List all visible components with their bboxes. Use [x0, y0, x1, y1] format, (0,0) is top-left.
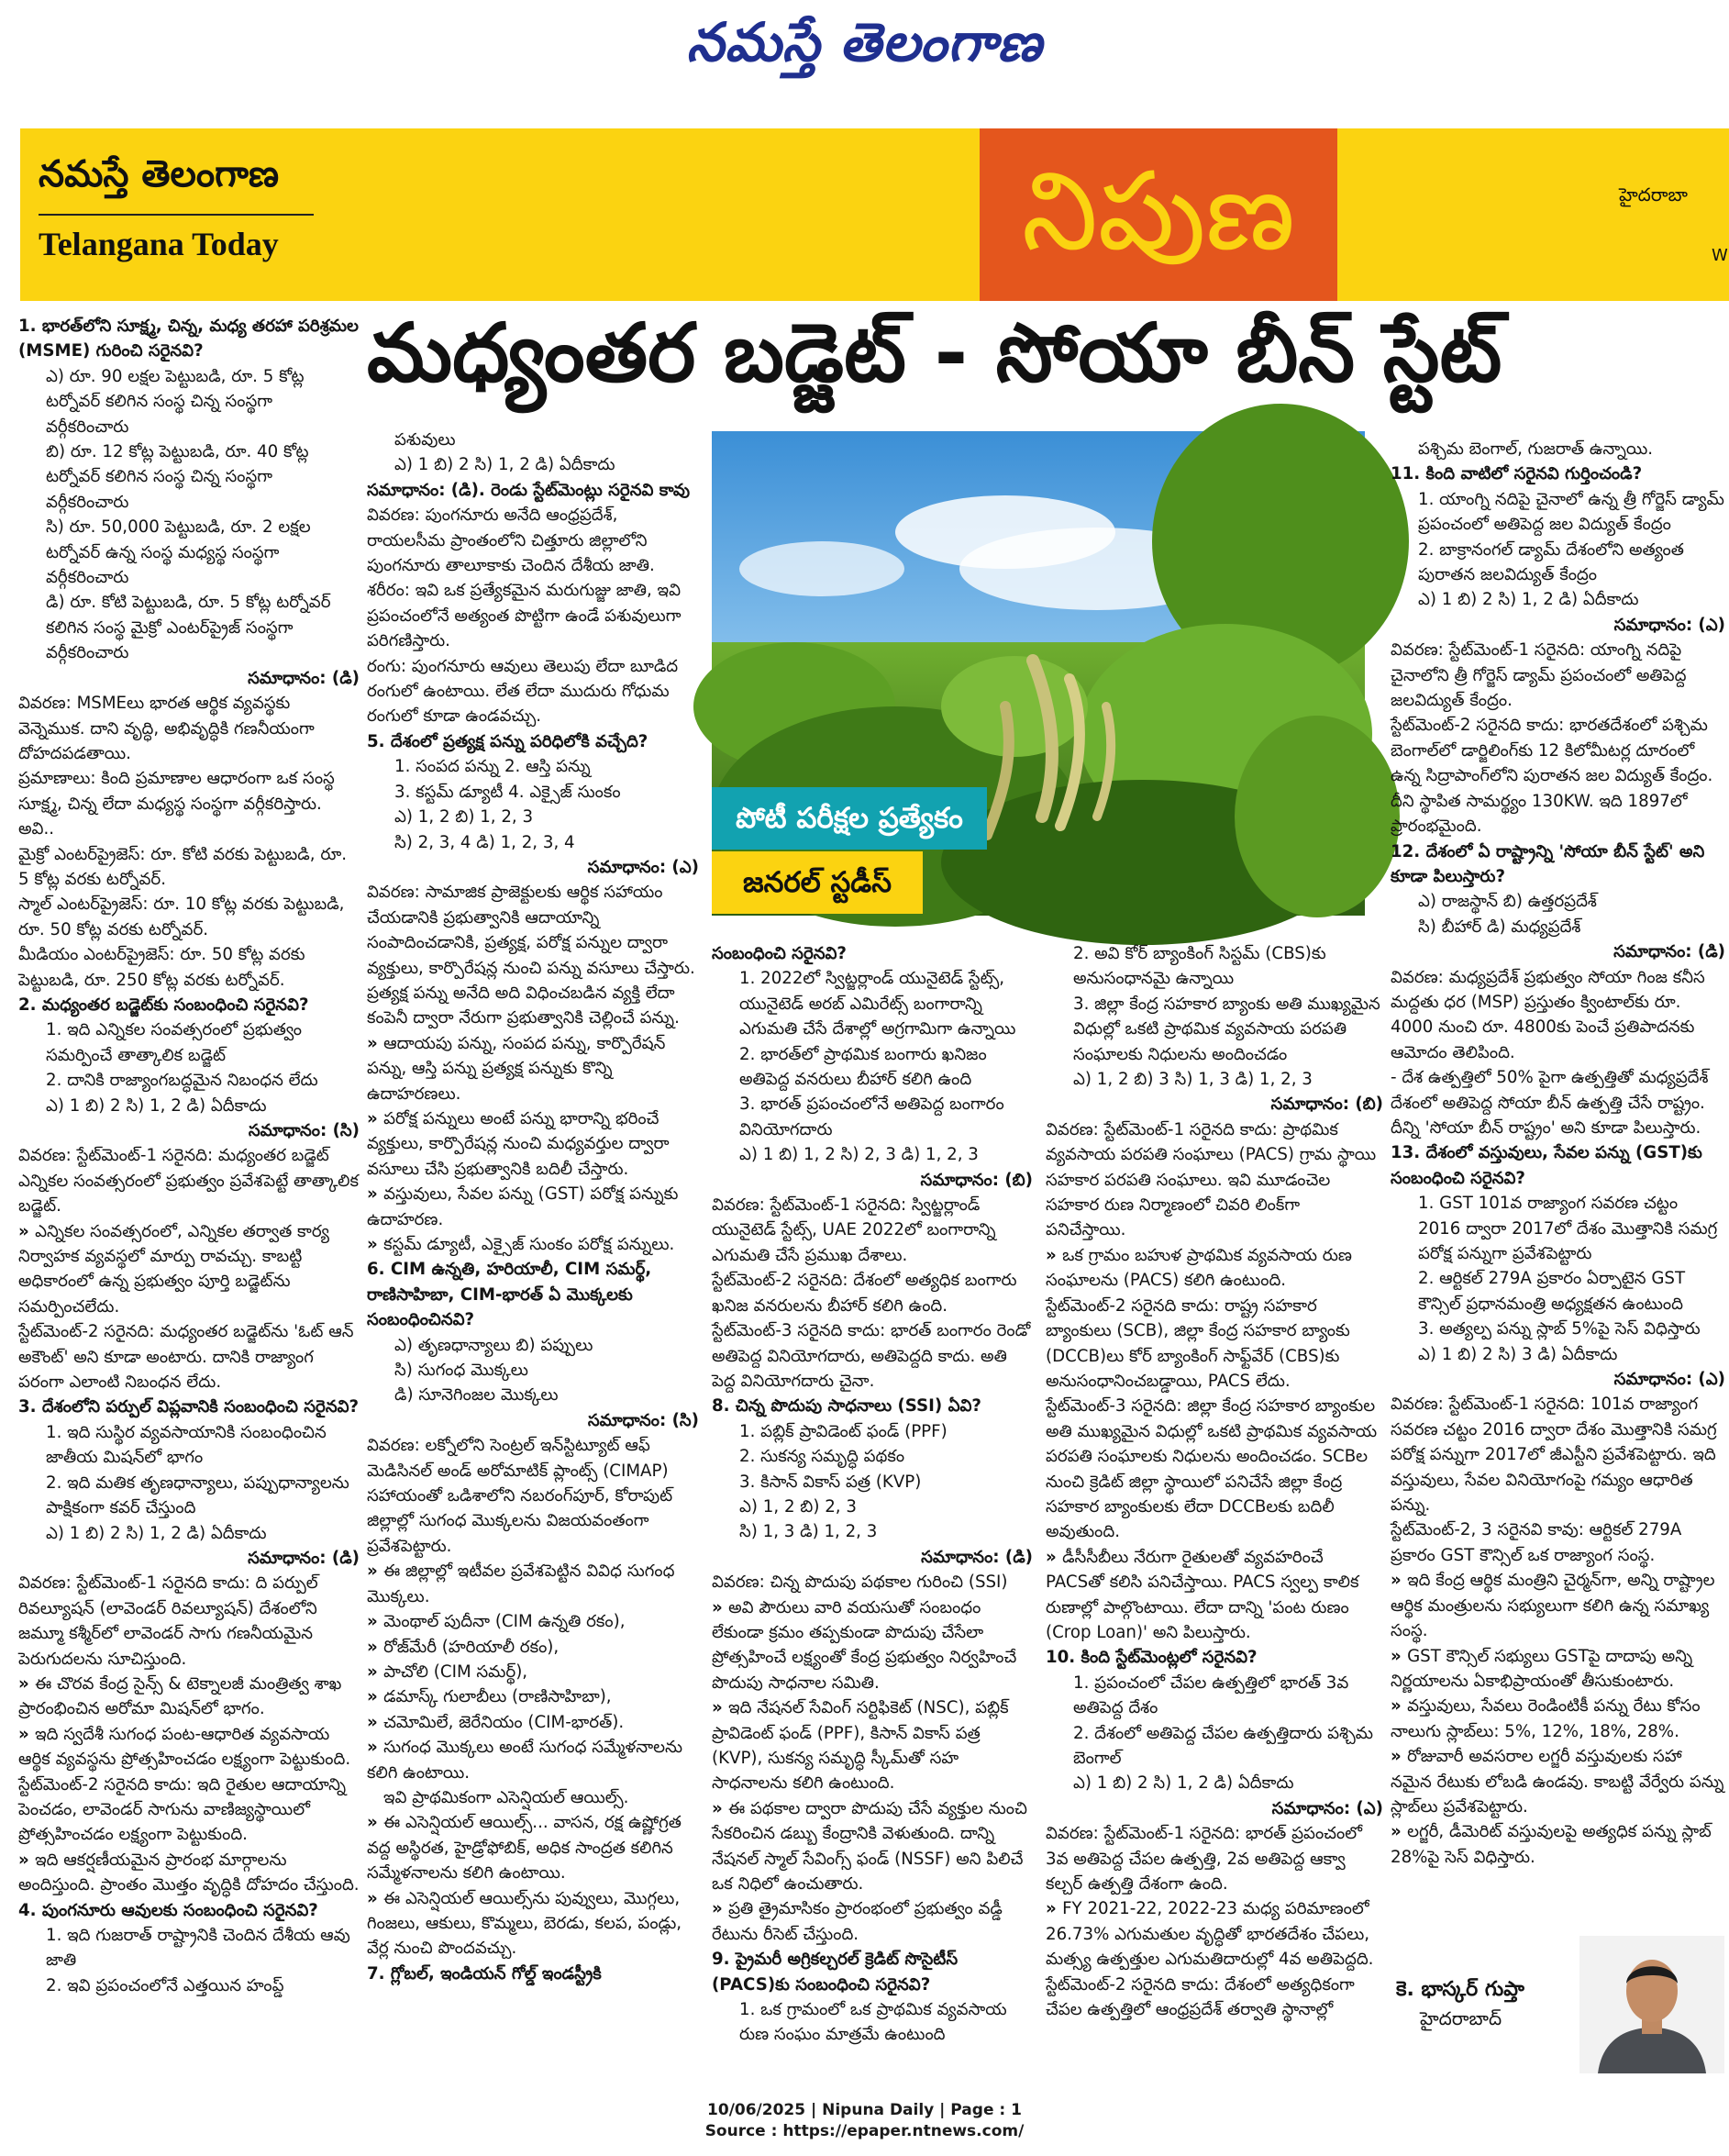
author-city: హైదరాబాద్	[1420, 2007, 1502, 2029]
masthead-title: నమస్తే తెలంగాణ	[686, 11, 1043, 73]
answer: సమాధానం: (డి)	[248, 1548, 360, 1568]
question-1: 1. భారత్‌లోని సూక్ష్మ, చిన్న, మధ్య తరహా పరిశ్రమల (MSME) గురించి సరైనవి?	[18, 317, 359, 361]
explanation: స్టేట్‌మెంట్-3 సరైనది: జిల్లా కేంద్ర సహకార బ్యాంకుల అతి ముఖ్యమైన విధుల్లో ఒకటి ప్రాథమిక వ్యవసాయ పరపతి సంఘాలకు నిధులను అందించడం. SCBల నుంచి క్రెడిట్ జిల్లా స్థాయిలో పనిచేసే జిల్లా కేంద్ర సహకార బ్యాంకులకు లేదా DCCBలకు బదిలీ అవుతుంది.	[1046, 1396, 1378, 1542]
options: ఎ) 1 బి) 2 సి) 1, 2 డి) ఏదీకాదు	[46, 1523, 267, 1543]
explanation: వివరణ: స్టేట్‌మెంట్-1 సరైనది: 101వ రాజ్యాంగ సవరణ చట్టం 2016 ద్వారా దేశం మొత్తానికి సమగ్ర పరోక్ష పన్నుగా 2017లో జీఎస్టీని ప్రవేశపెట్టారు. ఇది వస్తువులు, సేవల వినియోగంపై గమ్యం ఆధారిత పన్ను.	[1391, 1395, 1717, 1516]
option-b: బి) రూ. 12 కోట్ల పెట్టుబడి, రూ. 40 కోట్ల టర్నోవర్ కలిగిన సంస్థ చిన్న సంస్థగా వర్గీకరించారు	[46, 442, 309, 512]
answer: సమాధానం: (డి)	[921, 1547, 1033, 1567]
answer: సమాధానం: (డి)	[248, 668, 360, 688]
question-5: 5. దేశంలో ప్రత్యక్ష పన్ను పరిధిలోకి వచ్చేది?	[367, 731, 648, 751]
statement: 2. దేశంలో అతిపెద్ద చేపల ఉత్పత్తిదారు పశ్చిమ బెంగాల్	[1073, 1723, 1373, 1768]
explanation: ప్రమాణాలు: కింది ప్రమాణాల ఆధారంగా ఒక సంస్థ సూక్ష్మ, చిన్న లేదా మధ్యస్థ సంస్థగా వర్గీకరిస్తారు. అవి..	[18, 769, 335, 839]
option-c: సి) రూ. 50,000 పెట్టుబడి, రూ. 2 లక్షల టర్నోవర్ ఉన్న సంస్థ మధ్యస్థ సంస్థగా వర్గీకరించారు	[46, 517, 311, 588]
question-2: 2. మధ్యంతర బడ్జెట్‌కు సంబంధించి సరైనవి?	[18, 995, 309, 1015]
statement: 1. సంపద పన్ను 2. ఆస్తి పన్ను	[394, 757, 591, 777]
bullet-point: » ఇది నేషనల్ సేవింగ్ సర్టిఫికెట్ (NSC), పబ్లిక్ ప్రావిడెంట్ ఫండ్ (PPF), కిసాన్ వికాస్ పత్ర (KVP), సుకన్య సమృద్ధి స్కీమ్‌తో సహ సాధనాలను కలిగి ఉంటుంది.	[712, 1695, 1033, 1796]
options: ఎ) 1, 2 బి) 3 సి) 1, 3 డి) 1, 2, 3	[1073, 1070, 1313, 1090]
explanation: వివరణ: పుంగనూరు అనేది ఆంధ్రప్రదేశ్, రాయలసీమ ప్రాంతంలోని చిత్తూరు జిల్లాలోని పుంగనూరు తాలూకాకు చెందిన దేశీయ జాతి.	[367, 506, 655, 576]
explanation: స్టేట్‌మెంట్-2 సరైనది: మధ్యంతర బడ్జెట్‌ను 'ఓట్ ఆన్ అకౌంట్' అని కూడా అంటారు. దానికి రాజ్యాంగ పరంగా ఎలాంటి నిబంధన లేదు.	[18, 1322, 354, 1393]
explanation: పశ్చిమ బెంగాల్, గుజరాత్ ఉన్నాయి.	[1418, 439, 1654, 459]
options: ఎ) 1 బి) 2 సి) 3 డి) ఏదీకాదు	[1418, 1344, 1618, 1364]
answer: సమాధానం: (డి). రెండు స్టేట్‌మెంట్లు సరైనవి కావు	[367, 480, 691, 500]
explanation: శరీరం: ఇవి ఒక ప్రత్యేకమైన మరుగుజ్జు జాతి, ఇవి ప్రపంచంలోనే అత్యంత పొట్టిగా ఉండే పశువులుగా పరిగణిస్తారు.	[367, 581, 682, 651]
question-9: 9. ప్రైమరీ అగ్రికల్చరల్ క్రెడిట్ సొసైటీస్ (PACS)కు సంబంధించి సరైనవి?	[712, 1950, 959, 1995]
question-4: 4. పుంగనూరు ఆవులకు సంబంధించి సరైనవి?	[18, 1900, 318, 1920]
explanation: వివరణ: స్టేట్‌మెంట్-1 సరైనది: మధ్యంతర బడ్జెట్ ఎన్నికల సంవత్సరంలో ప్రభుత్వం ప్రవేశపెట్టే తాత్కాలిక బడ్జెట్.	[18, 1146, 359, 1217]
bullet-point: » కస్టమ్ డ్యూటీ, ఎక్సైజ్ సుంకం పరోక్ష పన్నులు.	[367, 1232, 699, 1257]
bullet-point: » వస్తువులు, సేవలు రెండింటికీ పన్ను రేటు కోసం నాలుగు స్లాబ్‌లు: 5%, 12%, 18%, 28%.	[1391, 1694, 1725, 1744]
explanation: వివరణ: లక్నోలోని సెంట్రల్ ఇన్‌స్టిట్యూట్ ఆఫ్ మెడిసినల్ అండ్ అరోమాటిక్ ప్లాంట్స్ (CIMAP) సహాయంతో ఒడిశాలోని నబరంగ్‌పూర్, కోరాపుట్ జిల్లాల్లో సుగంధ మొక్కలను విజయవంతంగా ప్రవేశపెట్టారు.	[367, 1436, 673, 1556]
option-a: ఎ) రూ. 90 లక్షల పెట్టుబడి, రూ. 5 కోట్ల టర్నోవర్ కలిగిన సంస్థ చిన్న సంస్థగా వర్గీకరించారు	[46, 366, 305, 437]
bullet-point: » రోజువారీ అవసరాల లగ్జరీ వస్తువులకు సహా నమైన రేటుకు లోబడి ఉండవు. కాబట్టి వేర్వేరు పన్ను స్లాబ్‌లు ప్రవేశపెట్టారు.	[1391, 1744, 1725, 1819]
bullet-point: » ఎన్నికల సంవత్సరంలో, ఎన్నికల తర్వాత కార్య నిర్వాహక వ్యవస్థలో మార్పు రావచ్చు. కాబట్టి అధికారంలో ఉన్న ప్రభుత్వం పూర్తి బడ్జెట్‌ను సమర్పించలేదు.	[18, 1219, 360, 1320]
explanation: స్టేట్‌మెంట్-3 సరైనది కాదు: భారత్ బంగారం రెండో అతిపెద్ద వినియోగదారు, అతిపెద్దది కాదు. అతి పెద్ద వినియోగదారు చైనా.	[712, 1321, 1031, 1391]
bullet-point: » లగ్జరీ, డీమెరిట్ వస్తువులపై అత్యధిక పన్ను స్లాబ్ 28%పై సెస్ విధిస్తారు.	[1391, 1819, 1725, 1870]
answer: సమాధానం: (ఎ)	[587, 857, 699, 877]
bullet-point: » ఇది స్వదేశీ సుగంధ పంట-ఆధారిత వ్యవసాయ ఆర్థిక వ్యవస్థను ప్రోత్సహించడం లక్ష్యంగా పెట్టుకుంది.	[18, 1722, 360, 1773]
options: ఎ) 1, 2 బి) 1, 2, 3	[394, 807, 534, 828]
banner-corner-letter: W	[1712, 246, 1728, 265]
explanation: వివరణ: స్టేట్‌మెంట్-1 సరైనది కాదు: ది పర్పుల్ రివల్యూషన్ (లావెండర్ రివల్యూషన్) దేశంలోని జమ్మూ కశ్మీర్‌లో లావెండర్ సాగు గణనీయమైన పెరుగుదలను సూచిస్తుంది.	[18, 1573, 318, 1669]
explanation: వివరణ: మధ్యప్రదేశ్ ప్రభుత్వం సోయా గింజ కనీస మద్దతు ధర (MSP) ప్రస్తుతం క్వింటాల్‌కు రూ. 4000 నుంచి రూ. 4800కు పెంచే ప్రతిపాదనకు ఆమోదం తెలిపింది.	[1391, 967, 1705, 1062]
explanation: మీడియం ఎంటర్‌ప్రైజెస్: రూ. 50 కోట్ల వరకు పెట్టుబడి, రూ. 250 కోట్ల వరకు టర్నోవర్.	[18, 945, 305, 990]
bullet-point: » ప్రతి త్రైమాసికం ప్రారంభంలో ప్రభుత్వం వడ్డీ రేటును రీసెట్ చేస్తుంది.	[712, 1896, 1033, 1947]
bullet-point: » పరోక్ష పన్నులు అంటే పన్ను భారాన్ని భరించే వ్యక్తులు, కార్పొరేషన్ల నుంచి మధ్యవర్తుల ద్వారా వసూలు చేసి ప్రభుత్వానికి బదిలీ చేస్తారు.	[367, 1106, 699, 1182]
page-footer-info: 10/06/2025 | Nipuna Daily | Page : 1	[707, 2101, 1022, 2119]
explanation: స్టేట్‌మెంట్-2, 3 సరైనవి కావు: ఆర్టికల్ 279A ప్రకారం GST కౌన్సిల్ ఒక రాజ్యాంగ సంస్థ.	[1391, 1520, 1682, 1565]
explanation: స్టేట్‌మెంట్-2 సరైనది కాదు: రాష్ట్ర సహకార బ్యాంకులు (SCB), జిల్లా కేంద్ర సహకార బ్యాంకు (DCCB)లు కోర్ బ్యాంకింగ్ సాఫ్ట్‌వేర్ (CBS)కు అనుసంధానించబడ్డాయి, PACS లేదు.	[1046, 1295, 1350, 1391]
statement: 2. దానికి రాజ్యాంగబద్ధమైన నిబంధన లేదు	[46, 1071, 318, 1091]
answer: సమాధానం: (ఎ)	[1271, 1798, 1383, 1818]
namaste-telangana-logo: నమస్తే తెలంగాణ	[39, 152, 280, 195]
statement: 1. ప్రపంచంలో చేపల ఉత్పత్తిలో భారత్ 3వ అతిపెద్ద దేశం	[1073, 1673, 1349, 1718]
explanation: స్టేట్‌మెంట్-2 సరైనది కాదు: ఇది రైతుల ఆదాయాన్ని పెంచడం, లావెండర్ సాగును వాణిజ్యస్థాయిలో ప్రోత్సహించడం లక్ష్యంగా పెట్టుకుంది.	[18, 1774, 347, 1845]
explanation: వివరణ: సామాజిక ప్రాజెక్టులకు ఆర్థిక సహాయం చేయడానికి ప్రభుత్వానికి ఆదాయాన్ని సంపాదించడానికి, ప్రత్యక్ష, పరోక్ష పన్నుల ద్వారా వ్యక్తులు, కార్పొరేషన్ల నుంచి పన్ను వసూలు చేస్తారు. ప్రత్యక్ష పన్ను అనేది అది విధించబడిన వ్యక్తి లేదా కంపెనీ ద్వారా నేరుగా ప్రభుత్వానికి చెల్లించే పన్ను.	[367, 883, 695, 1028]
explanation: వివరణ: స్టేట్‌మెంట్-1 సరైనది: భారత్ ప్రపంచంలో 3వ అతిపెద్ద చేపల ఉత్పత్తి, 2వ అతిపెద్ద ఆక్వా కల్చర్ ఉత్పత్తి దేశంగా ఉంది.	[1046, 1824, 1362, 1895]
options: ఎ) తృణధాన్యాలు బి) పప్పులు	[394, 1335, 593, 1355]
bullet-point: » డీసీసీబీలు నేరుగా రైతులతో వ్యవహరించే PACSతో కలిసి పనిచేస్తాయి. PACS స్వల్ప కాలిక రుణాల్లో పాల్గొంటాయి. లేదా దాన్ని 'పంట రుణం (Crop Loan)' అని పిలుస్తారు.	[1046, 1545, 1383, 1646]
bullet-point: » ఇది ఆకర్షణీయమైన ప్రారంభ మార్గాలను అందిస్తుంది. ప్రాంతం మొత్తం వృద్ధికి దోహదం చేస్తుంది.	[18, 1848, 360, 1898]
general-studies-tag: జనరల్ స్టడీస్	[712, 851, 923, 914]
statement: 3. కిసాన్ వికాస్ పత్ర (KVP)	[739, 1472, 922, 1492]
options: ఎ) 1, 2 బి) 2, 3	[739, 1496, 857, 1517]
statement: 2. ఇది మతిక తృణధాన్యాలు, పప్పుధాన్యాలను పాక్షికంగా కవర్ చేస్తుంది	[46, 1473, 349, 1518]
statement: 2. సుకన్య సమృద్ధి పథకం	[739, 1447, 905, 1467]
explanation: స్టేట్‌మెంట్-2 సరైనది: దేశంలో అత్యధిక బంగారు ఖనిజ వనరులను బీహార్ కలిగి ఉంది.	[712, 1271, 1017, 1316]
bullet-point: » ఈ చొరవ కేంద్ర సైన్స్ & టెక్నాలజీ మంత్రిత్వ శాఖ ప్రారంభించిన అరోమా మిషన్‌లో భాగం.	[18, 1672, 360, 1722]
answer: సమాధానం: (బి)	[1270, 1095, 1383, 1115]
options: సి) 2, 3, 4 డి) 1, 2, 3, 4	[394, 832, 575, 852]
explanation: మైక్రో ఎంటర్‌ప్రైజెస్: రూ. కోటి వరకు పెట్టుబడి, రూ. 5 కోట్ల వరకు టర్నోవర్.	[18, 844, 348, 889]
explanation: వివరణ: MSMEలు భారత ఆర్థిక వ్యవస్థకు వెన్నెముక. దాని వృద్ధి, అభివృద్ధికి గణనీయంగా దోహదపడతాయి.	[18, 694, 315, 763]
statement: 3. భారత్ ప్రపంచంలోనే అతిపెద్ద బంగారం వినియోగదారు	[739, 1095, 1004, 1139]
article-column-3	[712, 941, 1033, 2070]
bullet-point: » చమోమిలే, జెరేనియం (CIM-భారత్).	[367, 1710, 699, 1735]
bullet-point: » మెంథాల్ పుదీనా (CIM ఉన్నతి రకం),	[367, 1609, 699, 1634]
bullet-point: » GST కౌన్సిల్ సభ్యులు GSTపై దాదాపు అన్ని నిర్ణయాలను ఏకాభిప్రాయంతో తీసుకుంటారు.	[1391, 1644, 1725, 1695]
question-7: 7. గ్లోబల్, ఇండియన్ గోల్డ్ ఇండస్ట్రీకి	[367, 1963, 602, 1984]
explanation: వివరణ: స్టేట్‌మెంట్-1 సరైనది: యాంగ్ని నదిపై చైనాలోని త్రీ గోర్జెస్ డ్యామ్ ప్రపంచంలో అతిపెద్ద జలవిద్యుత్ కేంద్రం.	[1391, 640, 1687, 711]
logo-divider	[39, 214, 314, 216]
explanation: ఇవి ప్రాథమికంగా ఎసెన్షియల్ ఆయిల్స్.	[383, 1787, 629, 1807]
options: ఎ) 1 బి) 2 సి) 1, 2 డి) ఏదీకాదు	[1418, 590, 1639, 610]
options: సి) సుగంధ మొక్కలు	[394, 1361, 528, 1381]
statement: 2. ఆర్టికల్ 279A ప్రకారం ఏర్పాటైన GST కౌన్సిల్ ప్రధానమంత్రి అధ్యక్షతన ఉంటుంది	[1418, 1269, 1686, 1314]
answer: సమాధానం: (బి)	[920, 1170, 1033, 1190]
bullet-point: » ఈ ఎసెన్షియల్ ఆయిల్స్‌ను పువ్వులు, మొగ్గలు, గింజలు, ఆకులు, కొమ్మలు, బెరడు, కలప, పండ్లు, వేర్ల నుంచి పొందవచ్చు.	[367, 1886, 699, 1962]
options: ఎ) 1 బి) 1, 2 సి) 2, 3 డి) 1, 2, 3	[739, 1145, 979, 1165]
options: ఎ) 1 బి) 2 సి) 1, 2 డి) ఏదీకాదు	[46, 1095, 267, 1116]
question-8: 8. చిన్న పొదుపు సాధనాలు (SSI) ఏవి?	[712, 1396, 981, 1417]
bullet-point: » పాచోలి (CIM సమర్థ్),	[367, 1660, 699, 1684]
bullet-point: » ఈ పథకాల ద్వారా పొదుపు చేసే వ్యక్తుల నుంచి సేకరించిన డబ్బు కేంద్రానికి వెళుతుంది. దాన్ని నేషనల్ స్మాల్ సేవింగ్స్ ఫండ్ (NSSF) అని పిలిచే ఒక నిధిలో ఉంచుతారు.	[712, 1796, 1033, 1897]
competitive-exams-tag: పోటీ పరీక్షల ప్రత్యేకం	[712, 787, 987, 850]
bullet-point: » FY 2021-22, 2022-23 మధ్య పరిమాణంలో 26.73% ఎగుమతుల వృద్ధితో భారతదేశం చేపలు, మత్స్య ఉత్పత్తుల ఎగుమతిదారుల్లో 4వ అతిపెద్దది.	[1046, 1896, 1383, 1972]
statement: 2. భారత్‌లో ప్రాథమిక బంగారు ఖనిజం అతిపెద్ద వనరులు బీహార్ కలిగి ఉంది	[739, 1044, 987, 1090]
question-7-cont: సంబంధించి సరైనవి?	[712, 944, 847, 963]
question-12: 12. దేశంలో ఏ రాష్ట్రాన్ని 'సోయా బీన్ స్టేట్' అని కూడా పిలుస్తారు?	[1391, 841, 1705, 886]
option-d: డి) రూ. కోటి పెట్టుబడి, రూ. 5 కోట్ల టర్నోవర్ కలిగిన సంస్థ మైక్రో ఎంటర్‌ప్రైజ్ సంస్థగా వర్గీకరించారు	[46, 593, 331, 663]
page-headline: మధ్యంతర బడ్జెట్ - సోయా బీన్ స్టేట్	[367, 306, 1502, 400]
explanation: స్టేట్‌మెంట్-2 సరైనది కాదు: దేశంలో అత్యధికంగా చేపల ఉత్పత్తిలో ఆంధ్రప్రదేశ్ తర్వాతి స్థానాల్లో	[1046, 1974, 1355, 2020]
explanation: స్టేట్‌మెంట్-2 సరైనది కాదు: భారతదేశంలో పశ్చిమ బెంగాల్‌లో డార్జిలింగ్‌కు 12 కిలోమీటర్ల దూరంలో ఉన్న సిద్రాపాంగ్‌లోని పురాతన జల విద్యుత్ కేంద్రం. దీని స్థాపిత సామర్థ్యం 130KW. ఇది 1897లో ప్రారంభమైంది.	[1391, 716, 1713, 837]
article-column-4	[1046, 941, 1383, 2070]
answer: సమాధానం: (డి)	[1613, 942, 1725, 962]
statement: 1. ఇది ఎన్నికల సంవత్సరంలో ప్రభుత్వం సమర్పించే తాత్కాలిక బడ్జెట్	[46, 1020, 303, 1065]
article-column-1	[18, 314, 360, 2062]
banner-logos	[39, 138, 350, 294]
statement: 1. ఒక గ్రామంలో ఒక ప్రాథమిక వ్యవసాయ రుణ సంఘం మాత్రమే ఉంటుంది	[739, 2000, 1007, 2045]
statement: పశువులు	[394, 430, 456, 450]
statement: 2. బాక్రానంగల్ డ్యామ్ దేశంలోని అత్యంత పురాతన జలవిద్యుత్ కేంద్రం	[1418, 539, 1684, 585]
answer: సమాధానం: (సి)	[587, 1410, 699, 1430]
options: ఎ) రాజస్థాన్ బి) ఉత్తరప్రదేశ్	[1418, 892, 1597, 912]
nipuna-brand-title: నిపుణ	[1021, 148, 1296, 274]
statement: 2. అవి కోర్ బ్యాంకింగ్ సిస్టమ్ (CBS)కు అనుసంధానమై ఉన్నాయి	[1073, 944, 1326, 989]
statement: 3. జిల్లా కేంద్ర సహకార బ్యాంకు అతి ముఖ్యమైన విధుల్లో ఒకటి ప్రాథమిక వ్యవసాయ పరపతి సంఘాలకు నిధులను అందించడం	[1073, 994, 1380, 1064]
article-column-5	[1391, 437, 1725, 1867]
answer: సమాధానం: (ఎ)	[1613, 1370, 1725, 1390]
explanation: వివరణ: స్టేట్‌మెంట్-1 సరైనది: స్విట్జర్లాండ్ యునైటెడ్ స్టేట్స్, UAE 2022లో బంగారాన్ని ఎగుమతి చేసే ప్రముఖ దేశాలు.	[712, 1195, 996, 1265]
options: డి) సూనెగింజల మొక్కలు	[394, 1385, 559, 1406]
statement: 3. అత్యల్ప పన్ను స్లాబ్ 5%పై సెస్ విధిస్తారు	[1418, 1319, 1701, 1339]
question-11: 11. కింది వాటిలో సరైనవి గుర్తించండి?	[1391, 464, 1643, 484]
author-portrait	[1579, 1936, 1724, 2073]
statement: 1. 2022లో స్విట్జర్లాండ్ యునైటెడ్ స్టేట్స్, యునైటెడ్ అరబ్ ఎమిరేట్స్ బంగారాన్ని ఎగుమతి చేసే దేశాల్లో అగ్రగామిగా ఉన్నాయి	[739, 969, 1016, 1039]
statement: 1. యాంగ్ని నదిపై చైనాలో ఉన్న త్రీ గోర్జెస్ డ్యామ్ ప్రపంచంలో అతిపెద్ద జల విద్యుత్ కేంద్రం	[1418, 489, 1724, 535]
statement: 1. పబ్లిక్ ప్రావిడెంట్ ఫండ్ (PPF)	[739, 1421, 948, 1441]
statement: 1. ఇది గుజరాత్ రాష్ట్రానికి చెందిన దేశీయ ఆవు జాతి	[46, 1926, 350, 1971]
article-column-2	[367, 428, 699, 2070]
bullet-point: » డమాస్క్ గులాబీలు (రాణిసాహిబా),	[367, 1684, 699, 1709]
answer: సమాధానం: (సి)	[248, 1121, 360, 1140]
banner-city: హైదరాబా	[1619, 183, 1688, 206]
explanation: రంగు: పుంగనూరు ఆవులు తెలుపు లేదా బూడిద రంగులో ఉంటాయి. లేత లేదా ముదురు గోధుమ రంగులో కూడా ఉండవచ్చు.	[367, 656, 679, 727]
question-6: 6. CIM ఉన్నతి, హరియాలీ, CIM సమర్థ్, రాణిసాహిబా, CIM-భారత్ ఏ మొక్కలకు సంబంధించినవి?	[367, 1260, 652, 1330]
author-name: కె. భాస్కర్ గుప్తా	[1396, 1978, 1524, 2001]
question-10: 10. కింది స్టేట్‌మెంట్లలో సరైనవి?	[1046, 1648, 1258, 1668]
photo-tags	[712, 787, 987, 916]
explanation: - దేశ ఉత్పత్తిలో 50% పైగా ఉత్పత్తితో మధ్యప్రదేశ్ దేశంలో అతిపెద్ద సోయా బీన్ ఉత్పత్తి చేసే రాష్ట్రం. దీన్ని 'సోయా బీన్ రాష్ట్రం' అని కూడా పిలుస్తారు.	[1391, 1068, 1709, 1138]
statement: 1. ఇది సుస్థిర వ్యవసాయానికి సంబంధించిన జాతీయ మిషన్‌లో భాగం	[46, 1422, 327, 1468]
bullet-point: » రోజ్‌మేరీ (హరియాలీ రకం),	[367, 1635, 699, 1660]
options: సి) బీహార్ డి) మధ్యప్రదేశ్	[1418, 917, 1581, 937]
bullet-point: » ఇది కేంద్ర ఆర్థిక మంత్రిని చైర్మన్‌గా, అన్ని రాష్ట్రాల ఆర్థిక మంత్రులను సభ్యులుగా కలిగి ఉన్న సమాఖ్య సంస్థ.	[1391, 1568, 1725, 1643]
question-3: 3. దేశంలోని పర్పుల్ విప్లవానికి సంబంధించి సరైనవి?	[18, 1397, 360, 1417]
bullet-point: » సుగంధ మొక్కలు అంటే సుగంధ సమ్మేళనాలను కలిగి ఉంటాయి.	[367, 1735, 699, 1785]
explanation: వివరణ: స్టేట్‌మెంట్-1 సరైనది కాదు: ప్రాథమిక వ్యవసాయ పరపతి సంఘాలు (PACS) గ్రామ స్థాయి సహకార పరపతి సంఘాలు. ఇవి మూడంచెల సహకార రుణ నిర్మాణంలో చివరి లింక్‌గా పనిచేస్తాయి.	[1046, 1119, 1377, 1240]
telangana-today-logo: Telangana Today	[39, 226, 279, 262]
author-photo	[1579, 1936, 1724, 2073]
bullet-point: » ఈ జిల్లాల్లో ఇటీవల ప్రవేశపెట్టిన వివిధ సుగంధ మొక్కలు.	[367, 1559, 699, 1609]
statement: 3. కస్టమ్ డ్యూటీ 4. ఎక్సైజ్ సుంకం	[394, 782, 621, 802]
bullet-point: » వస్తువులు, సేవల పన్ను (GST) పరోక్ష పన్నుకు ఉదాహరణ.	[367, 1182, 699, 1232]
bullet-point: » ఈ ఎసెన్షియల్ ఆయిల్స్... వాసన, రక్ష ఉష్ణోగ్రత వద్ద అస్థిరత, హైడ్రోఫోబిక్, అధిక సాంద్రత కలిగిన సమ్మేళనాలను కలిగి ఉంటాయి.	[367, 1810, 699, 1885]
explanation: స్మాల్ ఎంటర్‌ప్రైజెస్: రూ. 10 కోట్ల వరకు పెట్టుబడి, రూ. 50 కోట్ల వరకు టర్నోవర్.	[18, 895, 345, 939]
options: ఎ) 1 బి) 2 సి) 1, 2 డి) ఏదీకాదు	[1073, 1773, 1294, 1794]
bullet-point: » ఒక గ్రామం బహుళ ప్రాథమిక వ్యవసాయ రుణ సంఘాలను (PACS) కలిగి ఉంటుంది.	[1046, 1243, 1383, 1294]
question-13: 13. దేశంలో వస్తువులు, సేవల పన్ను (GST)కు సంబంధించి సరైనవి?	[1391, 1143, 1702, 1188]
statement: 2. ఇవి ప్రపంచంలోనే ఎత్తయిన హంప్డ్	[46, 1975, 284, 1995]
statement: 1. GST 101వ రాజ్యాంగ సవరణ చట్టం 2016 ద్వారా 2017లో దేశం మొత్తానికి సమగ్ర పరోక్ష పన్నుగా ప్రవేశపెట్టారు	[1418, 1194, 1718, 1263]
page-footer-source: Source : https://epaper.ntnews.com/	[704, 2122, 1025, 2140]
answer: సమాధానం: (ఎ)	[1613, 615, 1725, 635]
options: సి) 1, 3 డి) 1, 2, 3	[739, 1522, 878, 1542]
explanation: వివరణ: చిన్న పొదుపు పథకాల గురించి (SSI)	[712, 1573, 1008, 1593]
options: ఎ) 1 బి) 2 సి) 1, 2 డి) ఏదీకాదు	[394, 455, 615, 475]
bullet-point: » ఆదాయపు పన్ను, సంపద పన్ను, కార్పొరేషన్ పన్ను, ఆస్తి పన్ను ప్రత్యక్ష పన్నుకు కొన్ని ఉదాహరణలు.	[367, 1031, 699, 1106]
masthead	[0, 0, 1729, 110]
bullet-point: » అవి పౌరులు వారి వయసుతో సంబంధం లేకుండా క్రమం తప్పకుండా పొదుపు చేసేలా ప్రోత్సహించే లక్ష్యంతో కేంద్ర ప్రభుత్వం నిర్వహించే పొదుపు సాధనాల సమితి.	[712, 1595, 1033, 1696]
